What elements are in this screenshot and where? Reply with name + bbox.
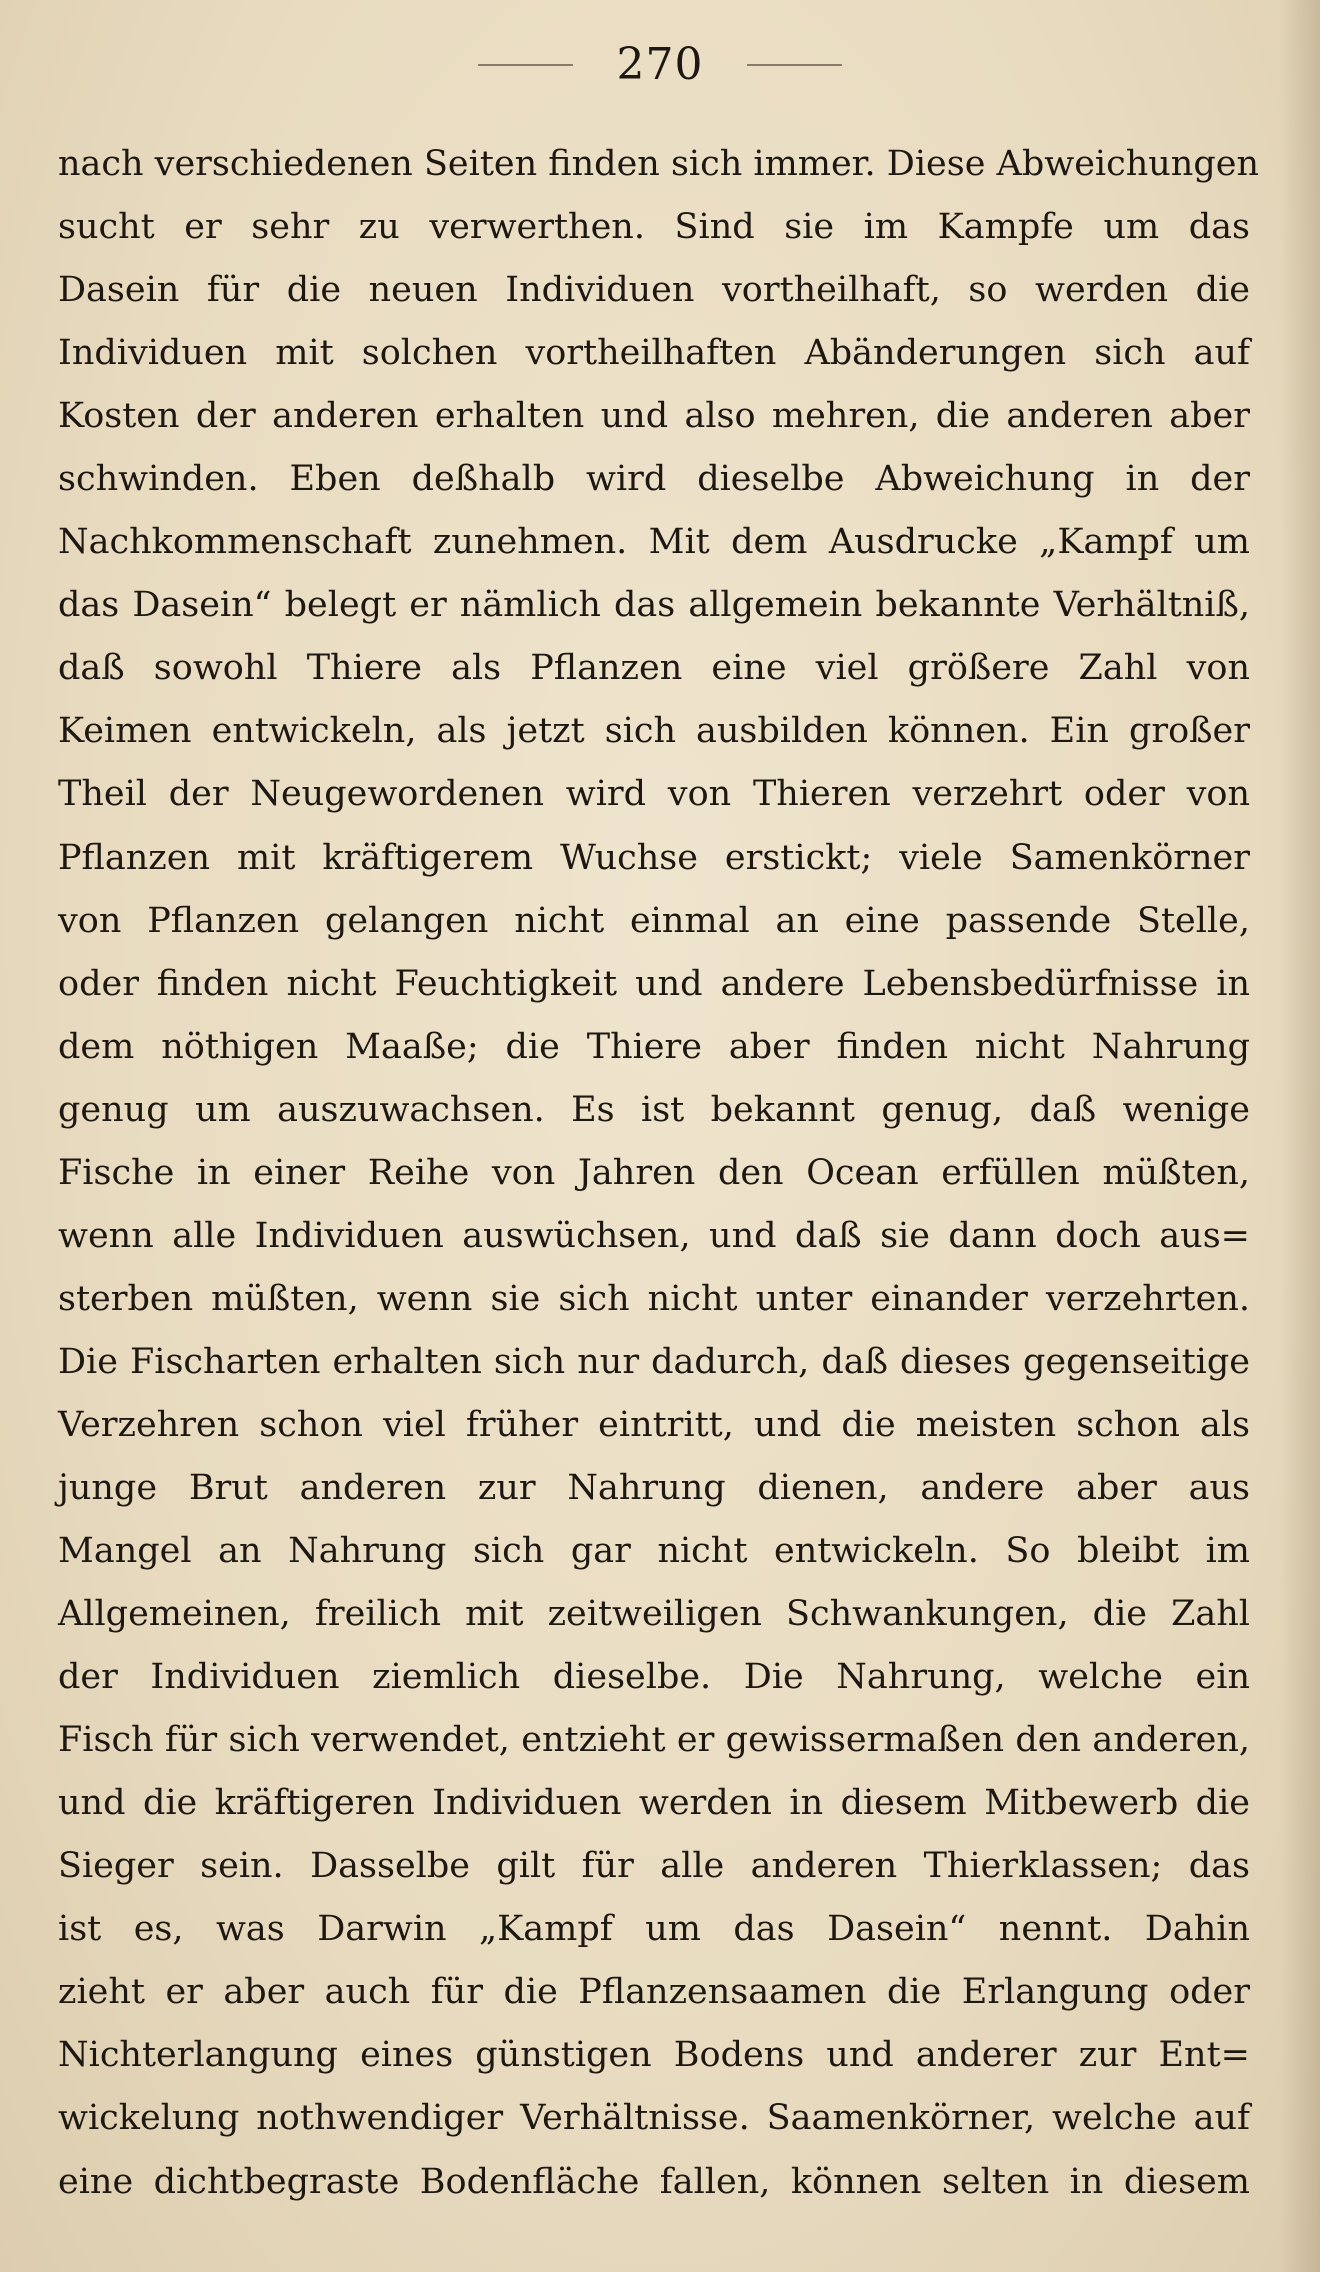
text-line-9: daß sowohl Thiere als Pflanzen eine viel größere Zahl von (58, 648, 1250, 689)
page-header (0, 30, 1320, 100)
text-line-31: Nichterlangung eines günstigen Bodens und anderer zur Ent= (58, 2035, 1250, 2076)
text-line-7: Nachkommenschaft zunehmen. Mit dem Ausdrucke „Kampf um (58, 522, 1250, 563)
text-line-2: sucht er sehr zu verwerthen. Sind sie im Kampfe um das (58, 207, 1250, 248)
text-line-4: Individuen mit solchen vortheilhaften Abänderungen sich auf (58, 333, 1250, 374)
text-line-5: Kosten der anderen erhalten und also mehren, die anderen aber (58, 396, 1250, 437)
text-line-13: von Pflanzen gelangen nicht einmal an eine passende Stelle, (58, 900, 1250, 941)
text-line-14: oder finden nicht Feuchtigkeit und andere Lebensbedürfnisse in (58, 963, 1250, 1004)
text-line-3: Dasein für die neuen Individuen vortheilhaft, so werden die (58, 270, 1250, 311)
text-line-16: genug um auszuwachsen. Es ist bekannt genug, daß wenige (58, 1089, 1250, 1130)
text-line-23: Mangel an Nahrung sich gar nicht entwickeln. So bleibt im (58, 1531, 1250, 1572)
text-line-32: wickelung nothwendiger Verhältnisse. Saamenkörner, welche auf (58, 2098, 1250, 2139)
text-line-26: Fisch für sich verwendet, entzieht er gewissermaßen den anderen, (58, 1720, 1250, 1761)
header-rule-left (478, 64, 573, 66)
text-line-12: Pflanzen mit kräftigerem Wuchse erstickt; viele Samenkörner (58, 837, 1250, 878)
text-line-24: Allgemeinen, freilich mit zeitweiligen Schwankungen, die Zahl (58, 1594, 1250, 1635)
text-line-8: das Dasein“ belegt er nämlich das allgemein bekannte Verhältniß, (58, 585, 1250, 626)
text-line-27: und die kräftigeren Individuen werden in diesem Mitbewerb die (58, 1783, 1250, 1824)
text-line-20: Die Fischarten erhalten sich nur dadurch, daß dieses gegenseitige (58, 1341, 1250, 1382)
text-line-6: schwinden. Eben deßhalb wird dieselbe Abweichung in der (58, 459, 1250, 500)
text-line-21: Verzehren schon viel früher eintritt, und die meisten schon als (58, 1404, 1250, 1445)
page-number: 270 (616, 39, 704, 90)
text-line-1: nach verschiedenen Seiten finden sich immer. Diese Abweichungen (58, 144, 1259, 184)
text-line-19: sterben müßten, wenn sie sich nicht unter einander verzehrten. (58, 1278, 1250, 1319)
text-line-17: Fische in einer Reihe von Jahren den Ocean erfüllen müßten, (58, 1152, 1250, 1193)
text-line-11: Theil der Neugewordenen wird von Thieren verzehrt oder von (58, 774, 1250, 815)
header-rule-right (747, 64, 842, 66)
text-line-29: ist es, was Darwin „Kampf um das Dasein“ nennt. Dahin (58, 1909, 1250, 1950)
body-text (58, 133, 1259, 2214)
text-line-22: junge Brut anderen zur Nahrung dienen, andere aber aus (58, 1467, 1250, 1508)
text-line-25: der Individuen ziemlich dieselbe. Die Nahrung, welche ein (58, 1657, 1250, 1698)
text-line-18: wenn alle Individuen auswüchsen, und daß sie dann doch aus= (58, 1215, 1250, 1256)
text-line-10: Keimen entwickeln, als jetzt sich ausbilden können. Ein großer (58, 711, 1250, 752)
page-edge-shadow (1280, 0, 1320, 2272)
text-line-28: Sieger sein. Dasselbe gilt für alle anderen Thierklassen; das (58, 1846, 1250, 1887)
text-line-15: dem nöthigen Maaße; die Thiere aber finden nicht Nahrung (58, 1026, 1250, 1067)
text-line-33: eine dichtbegraste Bodenfläche fallen, können selten in diesem (58, 2161, 1250, 2202)
text-line-30: zieht er aber auch für die Pflanzensaamen die Erlangung oder (58, 1972, 1250, 2013)
